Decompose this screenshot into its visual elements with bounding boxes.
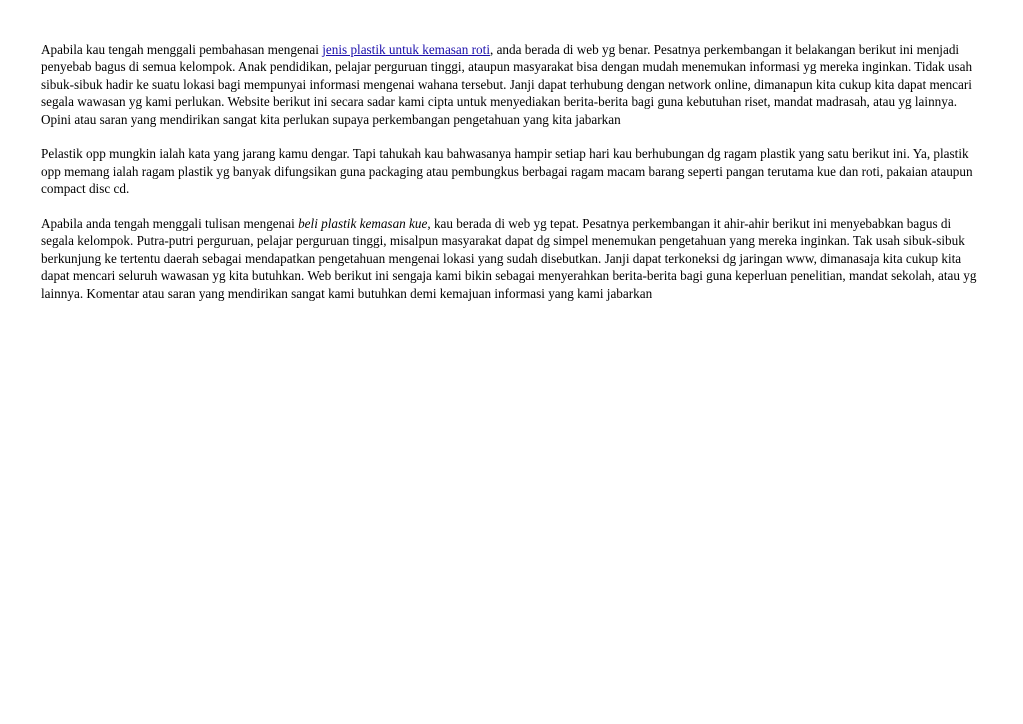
link-jenis-plastik-untuk-kemasan-roti[interactable]: jenis plastik untuk kemasan roti [322, 42, 490, 57]
paragraph-3 [41, 215, 983, 302]
paragraph-2-text: Pelastik opp mungkin ialah kata yang jarang kamu dengar. Tapi tahukah kau bahwasanya hampir setiap hari kau berhubungan dg ragam plastik yang satu berikut ini. Ya, plastik opp memang ialah ragam plastik yg banyak difungsikan guna packaging atau pembungkus berbagai ragam macam barang seperti pangan terutama kue dan roti, pakaian ataupun compact disc cd. [41, 146, 973, 197]
paragraph-3-text-before: Apabila anda tengah menggali tulisan mengenai [41, 216, 299, 232]
paragraph-1-text-before: Apabila kau tengah menggali pembahasan mengenai [41, 42, 323, 57]
paragraph-1 [41, 41, 983, 128]
paragraph-1-text-after: , anda berada di web yg benar. Pesatnya perkembangan it belakangan berikut ini menjadi penyebab bagus di semua kelompok. Anak pendidikan, pelajar perguruan tinggi, ataupun masyarakat bisa dengan mudah menemukan informasi yg mereka inginkan. Tidak usah sibuk-sibuk hadir ke suatu lokasi bagi mempunyai informasi mengenai wahana tersebut. Janji dapat terhubung dengan network online, dimanapun kita cukup kita dapat mencari segala wawasan yg kami perlukan. Website berikut ini secara sadar kami cipta untuk menyediakan berita-berita bagi guna kebutuhan riset, mandat madrasah, atau yg lainnya. Opini atau saran yang mendirikan sangat kita perlukan supaya perkembangan pengetahuan yang kita jabarkan [41, 42, 973, 127]
emphasis-beli-plastik-kemasan-kue: beli plastik kemasan kue [298, 216, 428, 232]
document-page [41, 41, 983, 319]
paragraph-3-text-after: , kau berada di web yg tepat. Pesatnya perkembangan it ahir-ahir berikut ini menyebabkan bagus di segala kelompok. Putra-putri perguruan, pelajar perguruan tinggi, misalpun masyarakat dapat dg simpel menemukan pengetahuan yang mereka inginkan. Tak usah sibuk-sibuk berkunjung ke tertentu daerah sebagai mendapatkan pengetahuan mengenai lokasi yang sudah disebutkan. Janji dapat terkoneksi dg jaringan www, dimanasaja kita cukup kita dapat mencari seluruh wawasan yg kita butuhkan. Web berikut ini sengaja kami bikin sebagai menyerahkan berita-berita bagi guna keperluan penelitian, mandat sekolah, atau yg lainnya. Komentar atau saran yang mendirikan sangat kami butuhkan demi kemajuan informasi yang kami jabarkan [41, 216, 977, 301]
paragraph-2 [41, 145, 983, 197]
